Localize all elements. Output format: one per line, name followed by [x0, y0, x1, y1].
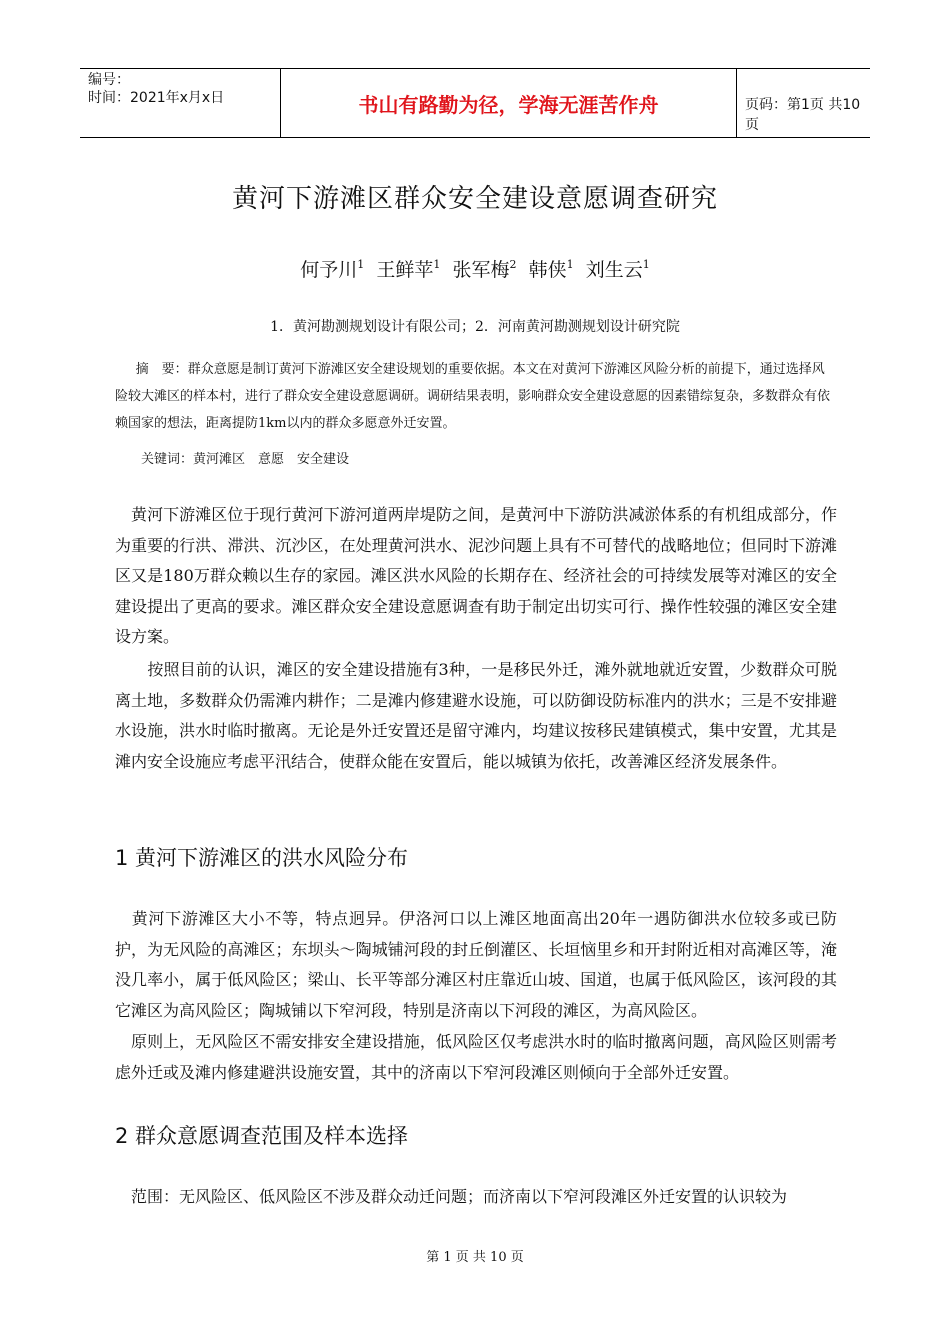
- body-paragraph: 原则上，无风险区不需安排安全建设措施，低风险区仅考虑洪水时的临时撤离问题，高风险区则需考虑外迁或及滩内修建避洪设施安置，其中的济南以下窄河段滩区则倾向于全部外迁安置。: [115, 1032, 837, 1082]
- author-affiliation-mark: 1: [566, 258, 574, 271]
- abstract-text: 群众意愿是制订黄河下游滩区安全建设规划的重要依据。本文在对黄河下游滩区风险分析的前提下，通过选择风险较大滩区的样本村，进行了群众安全建设意愿调研。调研结果表明，影响群众安全建设意愿的因素错综复杂，多数群众有依赖国家的想法，距离提防1km以内的群众多愿意外迁安置。: [115, 362, 831, 431]
- page-footer: 第 1 页 共 10 页: [426, 1250, 524, 1265]
- keywords-label: 关键词：: [141, 452, 194, 467]
- author-affiliation-mark: 1: [433, 258, 441, 271]
- author-affiliation-mark: 1: [357, 258, 365, 271]
- time-label: 时间：2021年x月x日: [88, 90, 225, 106]
- author: 韩侠: [528, 259, 567, 281]
- body-paragraph: 黄河下游滩区位于现行黄河下游河道两岸堤防之间，是黄河中下游防洪减淤体系的有机组成部分，作为重要的行洪、滞洪、沉沙区，在处理黄河洪水、泥沙问题上具有不可替代的战略地位；但同时下游滩区又是180万群众赖以生存的家园。滩区洪水风险的长期存在、经济社会的可持续发展等对滩区的安全建设提出了更高的要求。滩区群众安全建设意愿调查有助于制定出切实可行、操作性较强的滩区安全建设方案。: [115, 505, 837, 646]
- author-affiliation-mark: 2: [509, 258, 517, 271]
- header-page-info: 页码：第1页 共10页: [745, 97, 861, 133]
- keywords: [141, 448, 349, 467]
- author: 张军梅: [452, 259, 510, 281]
- section-heading: 2 群众意愿调查范围及样本选择: [115, 1124, 409, 1148]
- number-label: 编号：: [88, 72, 130, 88]
- header-motto: 书山有路勤为径，学海无涯苦作舟: [280, 68, 737, 138]
- abstract: [115, 356, 837, 437]
- abstract-label: 摘 要：: [135, 362, 188, 377]
- header-meta: [88, 71, 278, 107]
- affiliations: 1．黄河勘测规划设计有限公司；2．河南黄河勘测规划设计研究院: [270, 319, 680, 335]
- document-title: 黄河下游滩区群众安全建设意愿调查研究: [231, 184, 718, 214]
- page-header: [80, 68, 870, 138]
- keywords-text: 黄河滩区 意愿 安全建设: [193, 452, 350, 467]
- author-affiliation-mark: 1: [642, 258, 650, 271]
- body-paragraph: 黄河下游滩区大小不等，特点迥异。伊洛河口以上滩区地面高出20年一遇防御洪水位较多或已防护，为无风险的高滩区；东坝头～陶城铺河段的封丘倒灌区、长垣恼里乡和开封附近相对高滩区等，淹没几率小，属于低风险区；梁山、长平等部分滩区村庄靠近山坡、国道，也属于低风险区，该河段的其它滩区为高风险区；陶城铺以下窄河段，特别是济南以下河段的滩区，为高风险区。: [115, 909, 837, 1020]
- author-list: [0, 255, 950, 282]
- section-heading: 1 黄河下游滩区的洪水风险分布: [115, 846, 409, 870]
- author: 王鲜苹: [376, 259, 434, 281]
- author: 何予川: [300, 259, 358, 281]
- author: 刘生云: [585, 259, 643, 281]
- body-paragraph: 按照目前的认识，滩区的安全建设措施有3种，一是移民外迁，滩外就地就近安置，少数群众可脱离土地，多数群众仍需滩内耕作；二是滩内修建避水设施，可以防御设防标准内的洪水；三是不安排避水设施，洪水时临时撤离。无论是外迁安置还是留守滩内，均建议按移民建镇模式，集中安置，尤其是滩内安全设施应考虑平汛结合，使群众能在安置后，能以城镇为依托，改善滩区经济发展条件。: [115, 660, 837, 771]
- body-paragraph: 范围：无风险区、低风险区不涉及群众动迁问题；而济南以下窄河段滩区外迁安置的认识较为: [115, 1187, 788, 1206]
